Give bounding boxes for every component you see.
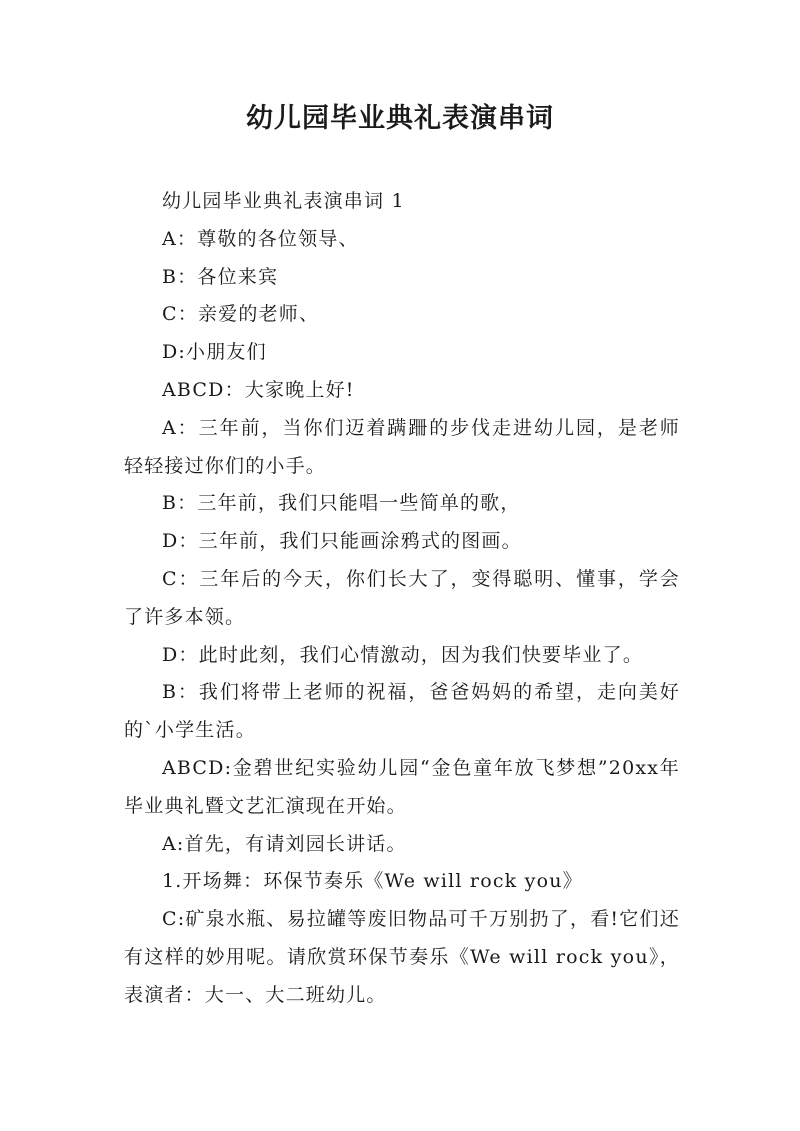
- paragraph: C：亲爱的老师、: [162, 303, 320, 326]
- paragraph: A:首先，有请刘园长讲话。: [162, 832, 407, 855]
- paragraph: ABCD:金碧世纪实验幼儿园“金色童年放飞梦想”20xx年毕业典礼暨文艺汇演现在开始。: [124, 756, 680, 817]
- paragraph: B：各位来宾: [162, 265, 279, 288]
- paragraph: B：我们将带上老师的祝福，爸爸妈妈的希望，走向美好的`小学生活。: [124, 681, 680, 742]
- paragraph: ABCD：大家晚上好!: [162, 378, 355, 401]
- paragraph: B：三年前，我们只能唱一些简单的歌，: [162, 492, 521, 515]
- paragraph: D：三年前，我们只能画涂鸦式的图画。: [162, 530, 522, 553]
- paragraph: A：三年前，当你们迈着蹒跚的步伐走进幼儿园，是老师轻轻接过你们的小手。: [124, 416, 680, 477]
- document-title: 幼儿园毕业典礼表演串词: [246, 103, 554, 134]
- paragraph: D：此时此刻，我们心情激动，因为我们快要毕业了。: [162, 643, 644, 666]
- section-heading: 幼儿园毕业典礼表演串词 1: [162, 190, 405, 212]
- program-item: 1.开场舞：环保节奏乐《We will rock you》: [162, 870, 583, 893]
- paragraph: C:矿泉水瓶、易拉罐等废旧物品可千万别扔了，看!它们还有这样的妙用呢。请欣赏环保节奏乐《We will rock you》，表演者：大一、大二班幼儿。: [124, 908, 680, 1006]
- paragraph: D:小朋友们: [162, 341, 267, 364]
- paragraph: A：尊敬的各位领导、: [162, 227, 359, 250]
- document-body: [124, 183, 680, 1015]
- paragraph: C：三年后的今天，你们长大了，变得聪明、懂事，学会了许多本领。: [124, 567, 680, 628]
